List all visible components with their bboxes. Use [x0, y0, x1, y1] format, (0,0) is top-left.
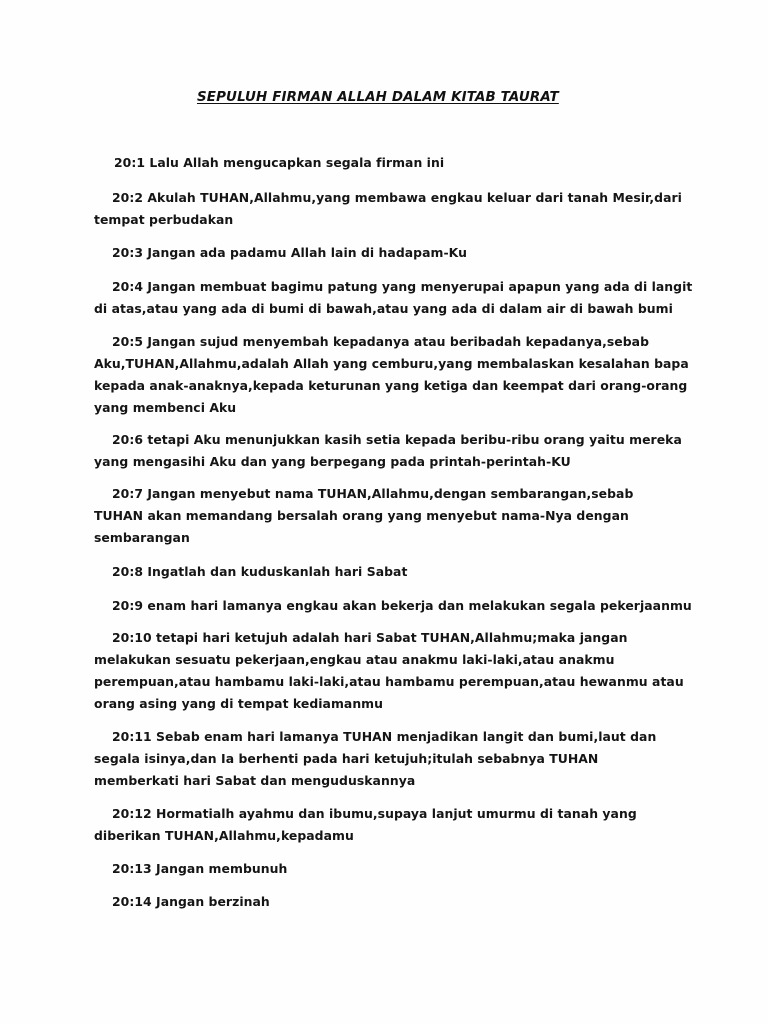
verse-line: 20:8 Ingatlah dan kuduskanlah hari Sabat — [112, 564, 408, 579]
verse-line: Aku,TUHAN,Allahmu,adalah Allah yang cemburu,yang membalaskan kesalahan bapa — [94, 356, 689, 371]
verse-line: 20:2 Akulah TUHAN,Allahmu,yang membawa engkau keluar dari tanah Mesir,dari — [112, 190, 682, 205]
verse-line: yang mengasihi Aku dan yang berpegang pada printah-perintah-KU — [94, 454, 571, 469]
verse-line: TUHAN akan memandang bersalah orang yang menyebut nama-Nya dengan — [94, 508, 629, 523]
verse-line: 20:10 tetapi hari ketujuh adalah hari Sabat TUHAN,Allahmu;maka jangan — [112, 630, 628, 645]
verse-line: segala isinya,dan Ia berhenti pada hari ketujuh;itulah sebabnya TUHAN — [94, 751, 599, 766]
verse-line: diberikan TUHAN,Allahmu,kepadamu — [94, 828, 354, 843]
verse-line: tempat perbudakan — [94, 212, 234, 227]
verse-line: orang asing yang di tempat kediamanmu — [94, 696, 384, 711]
verse-line: 20:3 Jangan ada padamu Allah lain di hadapam-Ku — [112, 245, 467, 260]
verse-line: 20:13 Jangan membunuh — [112, 861, 288, 876]
verse-line: 20:1 Lalu Allah mengucapkan segala firman ini — [114, 155, 445, 170]
verse-line: 20:4 Jangan membuat bagimu patung yang menyerupai apapun yang ada di langit — [112, 279, 693, 294]
verse-line: 20:7 Jangan menyebut nama TUHAN,Allahmu,dengan sembarangan,sebab — [112, 486, 634, 501]
verse-line: melakukan sesuatu pekerjaan,engkau atau anakmu laki-laki,atau anakmu — [94, 652, 615, 667]
verse-line: kepada anak-anaknya,kepada keturunan yang ketiga dan keempat dari orang-orang — [94, 378, 688, 393]
verse-line: 20:6 tetapi Aku menunjukkan kasih setia kepada beribu-ribu orang yaitu mereka — [112, 432, 682, 447]
verse-line: 20:11 Sebab enam hari lamanya TUHAN menjadikan langit dan bumi,laut dan — [112, 729, 657, 744]
verse-line: perempuan,atau hambamu laki-laki,atau hambamu perempuan,atau hewanmu atau — [94, 674, 684, 689]
verse-line: 20:12 Hormatialh ayahmu dan ibumu,supaya lanjut umurmu di tanah yang — [112, 806, 637, 821]
verse-line: 20:5 Jangan sujud menyembah kepadanya atau beribadah kepadanya,sebab — [112, 334, 650, 349]
verse-line: 20:14 Jangan berzinah — [112, 894, 270, 909]
document-title: SEPULUH FIRMAN ALLAH DALAM KITAB TAURAT — [197, 90, 559, 105]
verse-line: sembarangan — [94, 530, 190, 545]
verse-line: memberkati hari Sabat dan menguduskannya — [94, 773, 416, 788]
verse-line: di atas,atau yang ada di bumi di bawah,atau yang ada di dalam air di bawah bumi — [94, 301, 673, 316]
verse-line: yang membenci Aku — [94, 400, 237, 415]
verse-line: 20:9 enam hari lamanya engkau akan bekerja dan melakukan segala pekerjaanmu — [112, 598, 692, 613]
